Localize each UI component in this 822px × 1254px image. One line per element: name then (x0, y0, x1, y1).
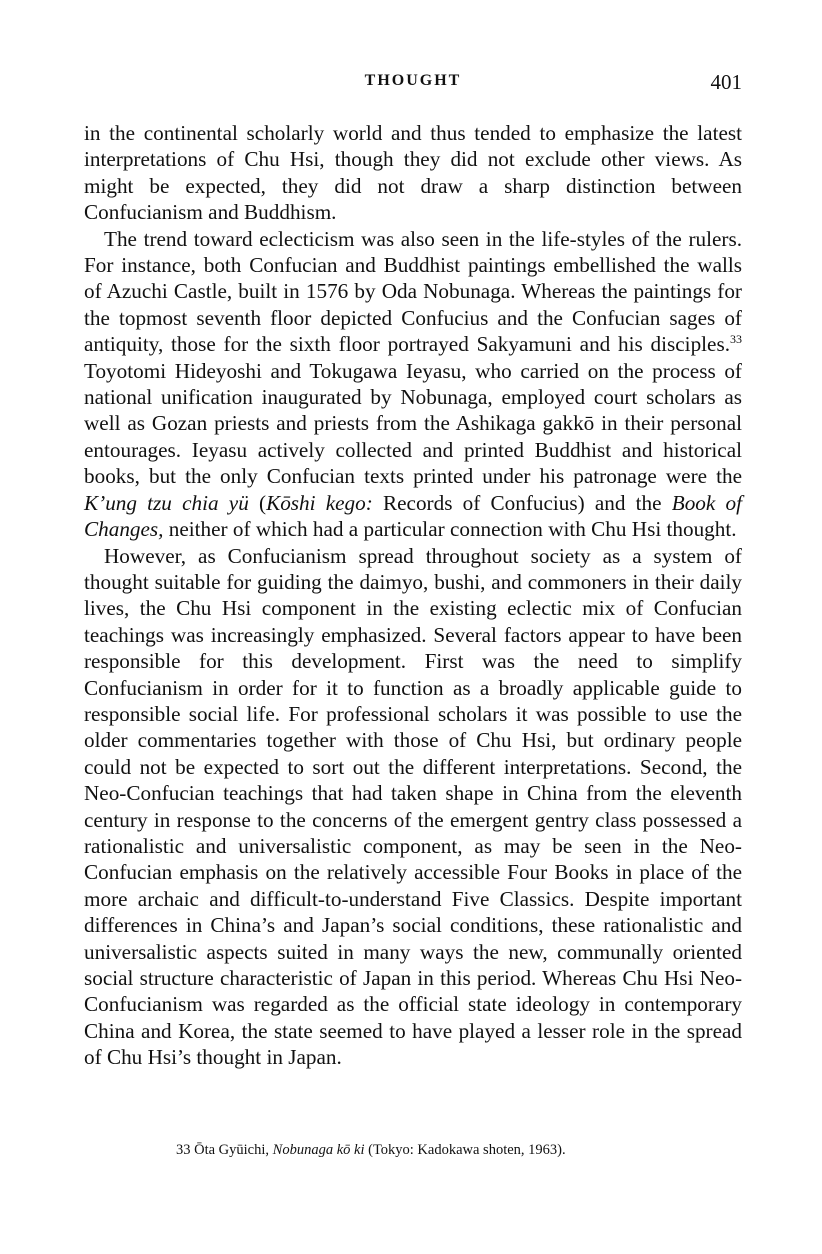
title-koshi-kego: Kōshi kego: (266, 490, 373, 515)
paragraph-2-text-a: The trend toward eclecticism was also seen in the life-styles of the rulers. For instance, both Confucian and Buddhist paintings embellished the walls of Azuchi Castle, built in 1576 by Oda Nobunaga. Whereas the paintings for the topmost seventh floor depicted Confucius and the Confucian sages of antiquity, those for the sixth floor portrayed Sakyamuni and his disciples. (84, 226, 742, 357)
page-number: 401 (710, 70, 742, 94)
paragraph-2-paren: ( (248, 490, 267, 515)
paragraph-2-text-b: Toyotomi Hideyoshi and Tokugawa Ieyasu, who carried on the process of national unification inaugurated by Nobunaga, employed court scholars as well as Gozan priests and priests from the Ashikaga gakkō in their personal entourages. Ieyasu actively collected and printed Buddhist and historical books, but the only Confucian texts printed under his patronage were the (84, 358, 742, 489)
footnote-reference: 33 (730, 332, 742, 347)
title-kung-tzu-chia-yu: K’ung tzu chia yü (84, 490, 249, 515)
footnote-publication: (Tokyo: Kadokawa shoten, 1963). (364, 1142, 566, 1158)
paragraph-2 (84, 226, 742, 543)
paragraph-1: in the continental scholarly world and thus tended to emphasize the latest interpretations of Chu Hsi, though they did not exclude other views. As might be expected, they did not draw a sharp distinction between Confucianism and Buddhism. (84, 121, 742, 225)
page-header (84, 72, 742, 100)
paragraph-2-text-d: neither of which had a particular connection with Chu Hsi thought. (163, 517, 737, 542)
title-book-of-changes: Book of Changes, (84, 490, 742, 542)
paragraph-3: However, as Confucianism spread throughout society as a system of thought suitable for guiding the daimyo, bushi, and commoners in their daily lives, the Chu Hsi component in the existing eclectic mix of Confucian teachings was increasingly emphasized. Several factors appear to have been responsible for this development. First was the need to simplify Confucianism in order for it to function as a broadly applicable guide to responsible social life. For professional scholars it was possible to use the older commentaries together with those of Chu Hsi, but ordinary people could not be expected to sort out the different interpretations. Second, the Neo-Confucian teachings that had taken shape in China from the eleventh century in response to the concerns of the emergent gentry class possessed a rationalistic and universalistic component, as may be seen in the Neo-Confucian emphasis on the relatively accessible Four Books in place of the more archaic and difficult-to-understand Five Classics. Despite important differences in China’s and Japan’s social conditions, these rationalistic and universalistic aspects suited in many ways the new, communally oriented social structure characteristic of Japan in this period. Whereas Chu Hsi Neo-Confucianism was regarded as the official state ideology in contemporary China and Korea, the state seemed to have played a lesser role in the spread of Chu Hsi’s thought in Japan. (84, 543, 742, 1070)
body-text (84, 120, 742, 1071)
footnote-author: Ōta Gyūichi, (190, 1142, 273, 1158)
footnote (176, 1141, 736, 1159)
running-head: THOUGHT (364, 72, 462, 89)
footnote-title: Nobunaga kō ki (272, 1142, 365, 1158)
footnote-number: 33 (176, 1142, 191, 1158)
paragraph-2-text-c: Records of Confucius) and the (372, 490, 672, 515)
